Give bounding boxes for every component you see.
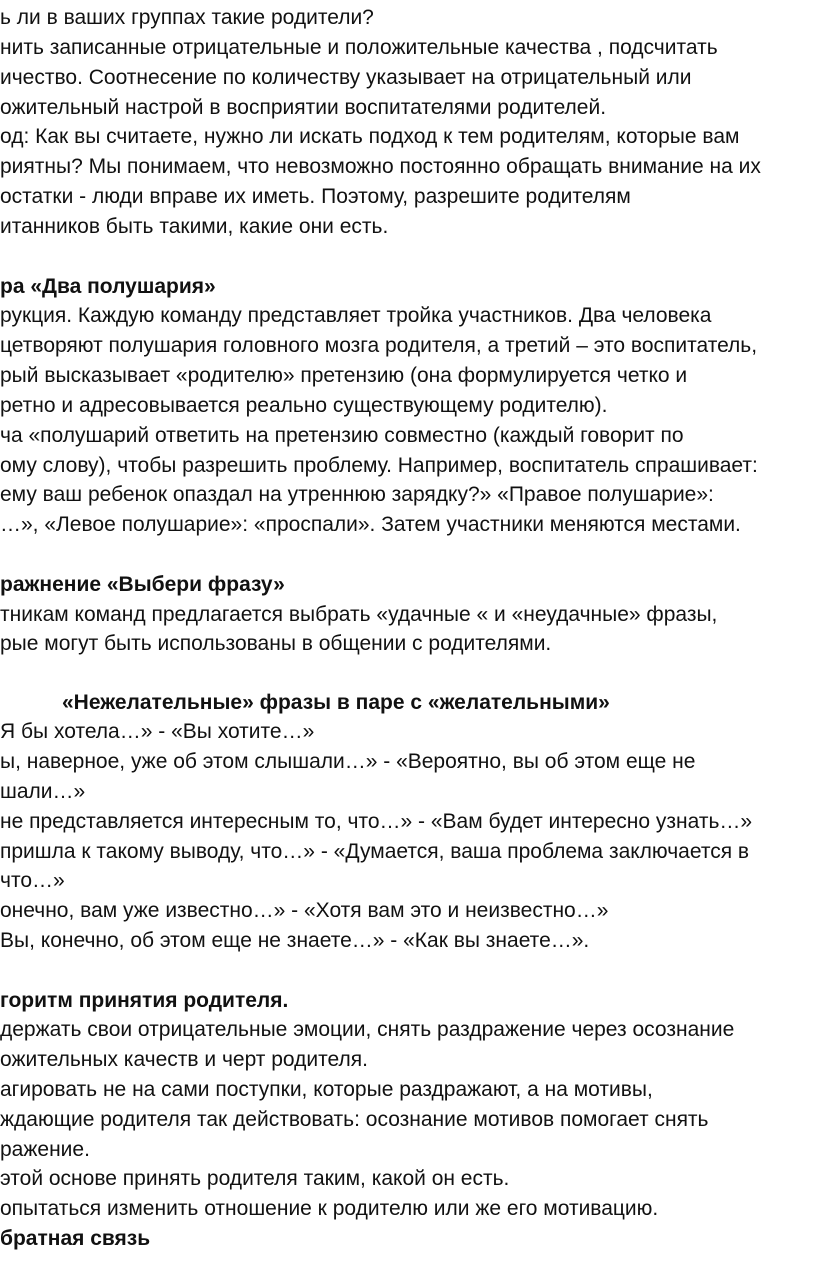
text-line: шали…» — [0, 780, 86, 803]
text-line: агировать не на сами поступки, которые раздражают, а на мотивы, — [0, 1078, 653, 1101]
text-line: рый высказывает «родителю» претензию (она формулируется четко и — [0, 364, 688, 387]
text-line: ь ли в ваших группах такие родители? — [0, 6, 374, 29]
text-line: не представляется интересным то, что…» - «Вам будет интересно узнать…» — [0, 810, 753, 833]
text-line: итанников быть такими, какие они есть. — [0, 215, 389, 238]
text-line: ждающие родителя так действовать: осознание мотивов помогает снять — [0, 1108, 709, 1131]
text-line: онечно, вам уже известно…» - «Хотя вам это и неизвестно…» — [0, 899, 609, 922]
text-line: ражение. — [0, 1138, 90, 1161]
text-line: ча «полушарий ответить на претензию совместно (каждый говорит по — [0, 424, 684, 447]
text-line: держать свои отрицательные эмоции, снять раздражение через осознание — [0, 1018, 735, 1041]
text-line: этой основе принять родителя таким, какой он есть. — [0, 1167, 510, 1190]
section-heading-centered: «Нежелательные» фразы в паре с «желательными» — [62, 691, 610, 714]
text-line: ичество. Соотнесение по количеству указывает на отрицательный или — [0, 66, 692, 89]
text-line: нить записанные отрицательные и положительные качества , подсчитать — [0, 36, 718, 59]
section-heading: братная связь — [0, 1227, 151, 1250]
text-line: риятны? Мы понимаем, что невозможно постоянно обращать внимание на их — [0, 155, 761, 178]
text-line: од: Как вы считаете, нужно ли искать подход к тем родителям, которые вам — [0, 125, 740, 148]
text-line: опытаться изменить отношение к родителю или же его мотивацию. — [0, 1197, 659, 1220]
section-heading: горитм принятия родителя. — [0, 989, 289, 1012]
text-line: ретно и адресовывается реально существующему родителю). — [0, 394, 608, 417]
text-line: рые могут быть использованы в общении с родителями. — [0, 632, 552, 655]
text-line: пришла к такому выводу, что…» - «Думается, ваша проблема заключается в — [0, 840, 750, 863]
text-line: ому слову), чтобы разрешить проблему. Например, воспитатель спрашивает: — [0, 454, 758, 477]
text-line: что…» — [0, 869, 65, 892]
text-line: Вы, конечно, об этом еще не знаете…» - «Как вы знаете…». — [0, 929, 590, 952]
text-line: цетворяют полушария головного мозга родителя, а третий – это воспитатель, — [0, 334, 758, 357]
text-line: ожительных качеств и черт родителя. — [0, 1048, 368, 1071]
text-line: рукция. Каждую команду представляет тройка участников. Два человека — [0, 304, 712, 327]
text-line: остатки - люди вправе их иметь. Поэтому, разрешите родителям — [0, 185, 631, 208]
text-line: …», «Левое полушарие»: «проспали». Затем участники меняются местами. — [0, 513, 741, 536]
text-line: ему ваш ребенок опаздал на утреннюю зарядку?» «Правое полушарие»: — [0, 483, 714, 506]
section-heading: ра «Два полушария» — [0, 275, 216, 298]
text-line: тникам команд предлагается выбрать «удачные « и «неудачные» фразы, — [0, 603, 718, 626]
text-line: ожительный настрой в восприятии воспитателями родителей. — [0, 96, 607, 119]
text-line: ы, наверное, уже об этом слышали…» - «Вероятно, вы об этом еще не — [0, 750, 696, 773]
text-line: Я бы хотела…» - «Вы хотите…» — [0, 720, 315, 743]
section-heading: ражнение «Выбери фразу» — [0, 573, 285, 596]
